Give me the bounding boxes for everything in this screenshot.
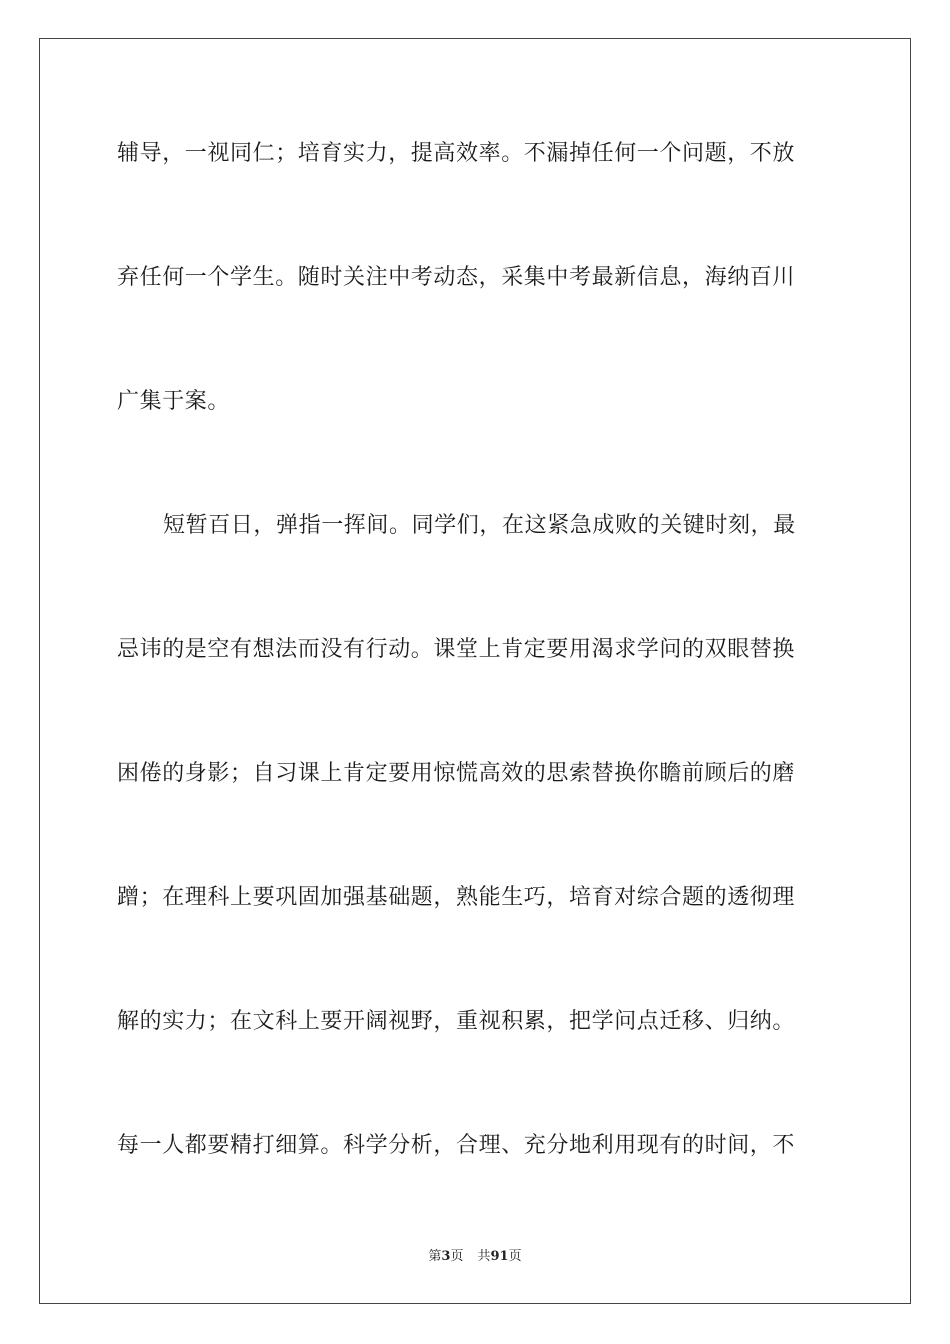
page-border (39, 38, 911, 1304)
text-line-7: 蹭；在理科上要巩固加强基础题，熟能生巧，培育对综合题的透彻理 (117, 885, 796, 910)
paragraph-line-4 (117, 511, 832, 541)
text-line-8: 解的实力；在文科上要开阔视野，重视积累，把学问点迁移、归纳。 (117, 1009, 796, 1034)
text-line-2: 弃任何一个学生。随时关注中考动态，采集中考最新信息，海纳百川 (117, 265, 796, 290)
total-prefix: 共 (477, 1249, 491, 1264)
page-prefix: 第 (428, 1249, 442, 1264)
total-suffix: 页 (508, 1249, 522, 1264)
text-line-4: 短暂百日，弹指一挥间。同学们，在这紧急成败的关键时刻，最 (163, 513, 796, 538)
text-line-1: 辅导，一视同仁；培育实力，提高效率。不漏掉任何一个问题，不放 (117, 141, 796, 166)
total-pages: 91 (490, 1249, 509, 1264)
page-footer (0, 1248, 950, 1266)
text-line-5: 忌讳的是空有想法而没有行动。课堂上肯定要用渴求学问的双眼替换 (117, 637, 796, 662)
text-line-9: 每一人都要精打细算。科学分析，合理、充分地利用现有的时间，不 (117, 1133, 796, 1158)
text-line-6: 困倦的身影；自习课上肯定要用惊慌高效的思索替换你瞻前顾后的磨 (117, 761, 796, 786)
page-number: 3 (441, 1249, 451, 1264)
page-suffix: 页 (450, 1249, 464, 1264)
text-line-3: 广集于案。 (117, 389, 231, 414)
